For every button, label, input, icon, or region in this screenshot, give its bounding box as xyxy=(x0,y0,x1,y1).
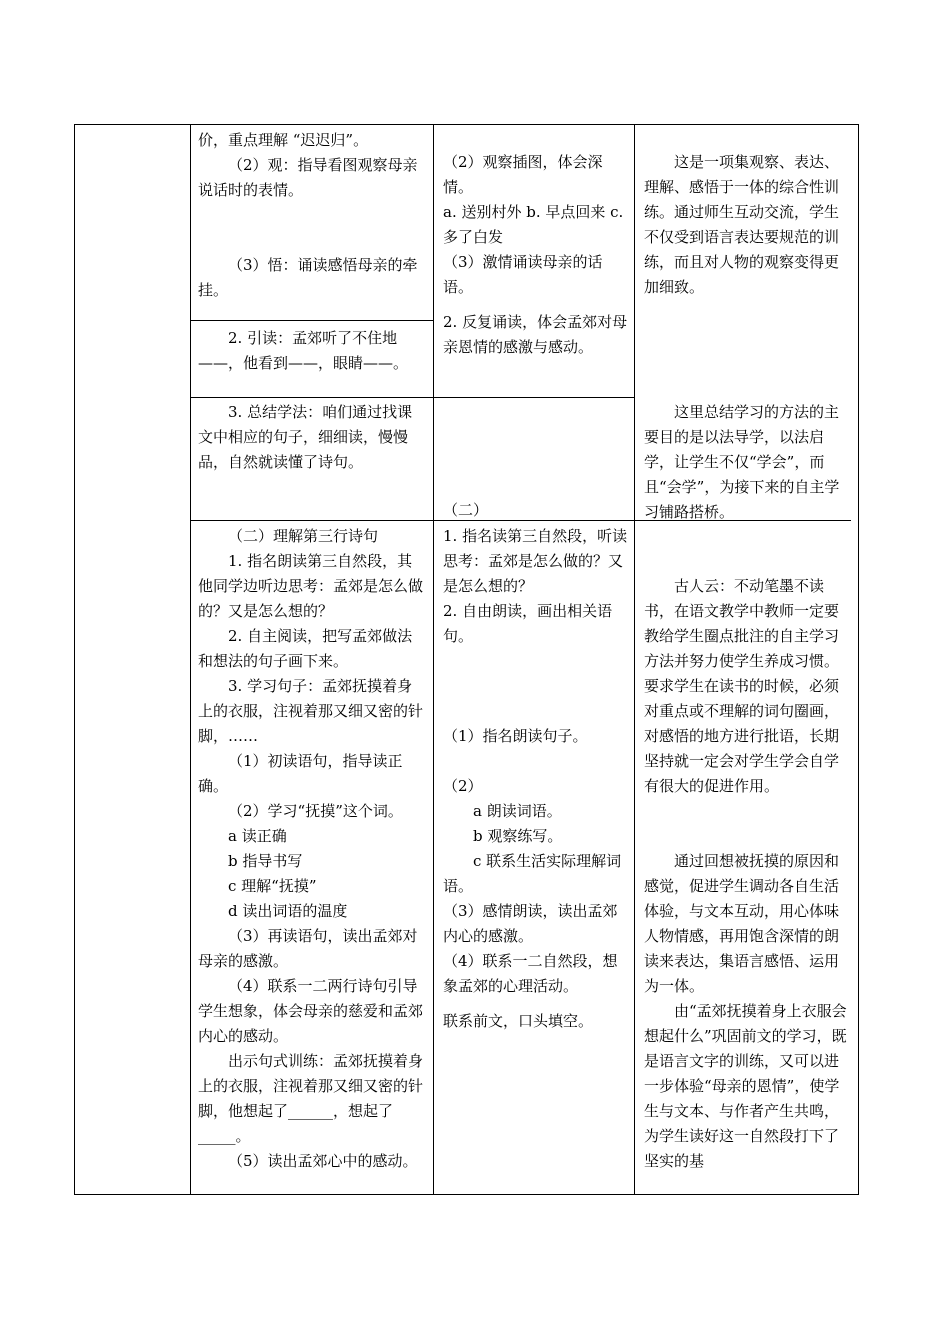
student-text: （二） xyxy=(443,501,489,519)
teacher-text: （1）初读语句，指导读正确。 xyxy=(198,752,403,795)
row3-design-cell xyxy=(644,400,850,525)
row3-student-cell xyxy=(443,498,629,523)
teacher-text: （5）读出孟郊心中的感动。 xyxy=(228,1152,418,1170)
student-text: 联系前文，口头填空。 xyxy=(443,1012,594,1030)
teacher-text: a 读正确 xyxy=(228,827,287,845)
teacher-text: （3）再读语句，读出孟郊对母亲的感激。 xyxy=(198,927,418,970)
col-divider-3 xyxy=(634,124,635,1195)
student-text: a 朗读词语。 xyxy=(473,802,562,820)
teacher-text: 2. 自主阅读，把写孟郊做法和想法的句子画下来。 xyxy=(198,627,413,670)
teacher-text: d 读出词语的温度 xyxy=(228,902,348,920)
col-divider-2 xyxy=(433,124,434,1195)
student-text: c 联系生活实际理解词语。 xyxy=(443,852,622,895)
teacher-text: b 指导书写 xyxy=(228,852,303,870)
col-divider-1 xyxy=(190,124,191,1195)
student-text: 2. 自由朗读，画出相关语句。 xyxy=(443,602,613,645)
design-text: 这里总结学习的方法的主要目的是以法导学，以法启学，让学生不仅“学会”，而且“会学”，为接下来的自主学习铺路搭桥。 xyxy=(644,403,840,521)
row1-teacher-cell xyxy=(198,128,426,303)
student-text: （2） xyxy=(443,777,483,795)
teacher-text: c 理解“抚摸” xyxy=(228,877,317,895)
student-text: 1. 指名读第三自然段，听读思考：孟郊是怎么做的？又是怎么想的？ xyxy=(443,527,628,595)
row1-design-cell xyxy=(644,150,850,300)
row1-student-cell xyxy=(443,150,629,360)
row3-teacher-cell xyxy=(198,400,426,475)
table-border-right xyxy=(858,124,859,1195)
row-divider-a xyxy=(190,320,434,321)
design-text: 古人云：不动笔墨不读书，在语文教学中教师一定要教给学生圈点批注的自主学习方法并努力使学生养成习惯。要求学生在读书的时候，必须对重点或不理解的词句圈画，对感悟的地方进行批语，长期坚持就一定会对学生学会自学有很大的促进作用。 xyxy=(644,577,840,795)
row-divider-b xyxy=(190,397,635,398)
design-text: 这是一项集观察、表达、理解、感悟于一体的综合性训练。通过师生互动交流，学生不仅受到语言表达要规范的训练，而且对人物的观察变得更加细致。 xyxy=(644,153,840,296)
teacher-text: 出示句式训练：孟郊抚摸着身上的衣服，注视着那又细又密的针脚，他想起了______，想起了_____。 xyxy=(198,1052,424,1145)
teacher-text: （3）悟：诵读感悟母亲的牵挂。 xyxy=(198,256,418,299)
design-text: 由“孟郊抚摸着身上衣服会想起什么”巩固前文的学习，既是语言文字的训练，又可以进一步体验“母亲的恩情”，使学生与文本、与作者产生共鸣，为学生读好这一自然段打下了坚实的基 xyxy=(644,1002,847,1170)
student-text: （3）激情诵读母亲的话语。 xyxy=(443,253,603,296)
student-text: a. 送别村外 b. 早点回来 c. 多了白发 xyxy=(443,203,624,246)
design-text: 通过回想被抚摸的原因和感觉，促进学生调动各自生活体验，与文本互动，用心体味人物情感，再用饱含深情的朗读来表达，集语言感悟、运用为一体。 xyxy=(644,852,840,995)
teacher-text: 2. 引读：孟郊听了不住地——，他看到——，眼睛——。 xyxy=(198,329,409,372)
table-border-left xyxy=(74,124,75,1195)
teacher-text: 3. 总结学法：咱们通过找课文中相应的句子，细细读，慢慢品，自然就读懂了诗句。 xyxy=(198,403,413,471)
teacher-text: （二）理解第三行诗句 xyxy=(228,527,379,545)
student-text: （1）指名朗读句子。 xyxy=(443,727,588,745)
row2-teacher-cell xyxy=(198,326,426,376)
teacher-text: 1. 指名朗读第三自然段，其他同学边听边思考：孟郊是怎么做的？又是怎么想的？ xyxy=(198,552,424,620)
row4-teacher-cell xyxy=(198,524,426,1174)
student-text: b 观察练写。 xyxy=(473,827,563,845)
student-text: （4）联系一二自然段，想象孟郊的心理活动。 xyxy=(443,952,618,995)
table-border-bottom xyxy=(74,1194,859,1195)
student-text: 2. 反复诵读，体会孟郊对母亲恩情的感激与感动。 xyxy=(443,313,628,356)
row4-design-cell xyxy=(644,574,850,1174)
teacher-text: （2）观：指导看图观察母亲说话时的表情。 xyxy=(198,156,418,199)
student-text: （3）感情朗读，读出孟郊内心的感激。 xyxy=(443,902,618,945)
table-border-top xyxy=(74,124,859,125)
row4-student-cell xyxy=(443,524,629,1034)
teacher-text: 价，重点理解 “迟迟归”。 xyxy=(198,131,369,149)
teacher-text: 3. 学习句子：孟郊抚摸着身上的衣服，注视着那又细又密的针脚，…… xyxy=(198,677,424,745)
teacher-text: （2）学习“抚摸”这个词。 xyxy=(228,802,403,820)
teacher-text: （4）联系一二两行诗句引导学生想象，体会母亲的慈爱和孟郊内心的感动。 xyxy=(198,977,424,1045)
student-text: （2）观察插图，体会深情。 xyxy=(443,153,603,196)
